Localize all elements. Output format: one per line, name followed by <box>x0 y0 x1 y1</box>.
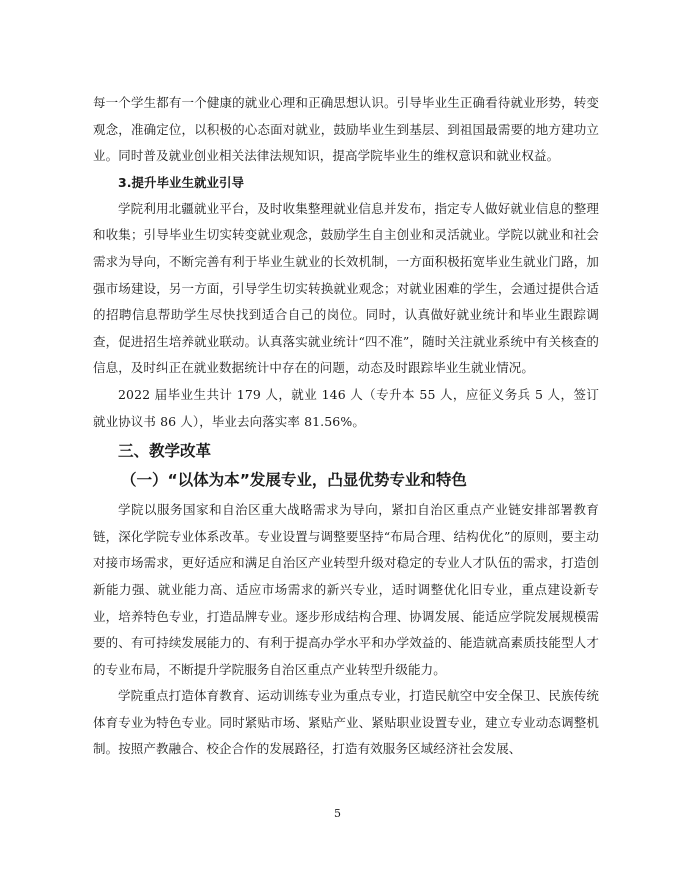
subsection-heading-specialty-development: （一）“以体为本”发展专业，凸显优势专业和特色 <box>121 471 467 490</box>
paragraph-key-specialties: 学院重点打造体育教育、运动训练专业为重点专业，打造民航空中安全保卫、民族传统体育专业为特色专业。同时紧贴市场、紧贴产业、紧贴职业设置专业，建立专业动态调整机制。按照产教融合、校企合作的发展路径，打造有效服务区域经济社会发展、 <box>93 688 599 757</box>
paragraph-specialty-reform: 学院以服务国家和自治区重大战略需求为导向，紧扣自治区重点产业链安排部署教育链，深化学院专业体系改革。专业设置与调整要坚持“布局合理、结构优化”的原则，要主动对接市场需求，更好适应和满足自治区产业转型升级对稳定的专业人才队伍的需求，打造创新能力强、就业能力高、适应市场需求的新兴专业，适时调整优化旧专业，重点建设新专业，培养特色专业，打造品牌专业。逐步形成结构合理、协调发展、能适应学院发展规模需要的、有可持续发展能力的、有利于提高办学水平和办学效益的、能造就高素质技能型人才的专业布局，不断提升学院服务自治区重点产业转型升级能力。 <box>93 502 599 677</box>
paragraph-employment-mindset: 每一个学生都有一个健康的就业心理和正确思想认识。引导毕业生正确看待就业形势，转变观念，准确定位，以积极的心态面对就业，鼓励毕业生到基层、到祖国最需要的地方建功立业。同时普及就业创业相关法律法规知识，提高学院毕业生的维权意识和就业权益。 <box>93 95 599 164</box>
page-number: 5 <box>334 807 341 820</box>
page-body <box>93 90 599 763</box>
paragraph-graduate-statistics: 2022 届毕业生共计 179 人，就业 146 人（专升本 55 人，应征义务兵 5 人，签订就业协议书 86 人），毕业去向落实率 81.56%。 <box>93 386 599 429</box>
paragraph-employment-platform: 学院利用北疆就业平台，及时收集整理就业信息并发布，指定专人做好就业信息的整理和收集；引导毕业生切实转变就业观念，鼓励学生自主创业和灵活就业。学院以就业和社会需求为导向，不断完善有利于毕业生就业的长效机制，一方面积极拓宽毕业生就业门路，加强市场建设，另一方面，引导学生切实转换就业观念；对就业困难的学生，会通过提供合适的招聘信息帮助学生尽快找到适合自己的岗位。同时，认真做好就业统计和毕业生跟踪调查，促进招生培养就业联动。认真落实就业统计“四不准”，随时关注就业系统中有关核查的信息，及时纠正在就业数据统计中存在的问题，动态及时跟踪毕业生就业情况。 <box>93 200 599 376</box>
subheading-employment-guidance: 3.提升毕业生就业引导 <box>118 174 244 190</box>
section-heading-teaching-reform: 三、教学改革 <box>118 442 212 461</box>
